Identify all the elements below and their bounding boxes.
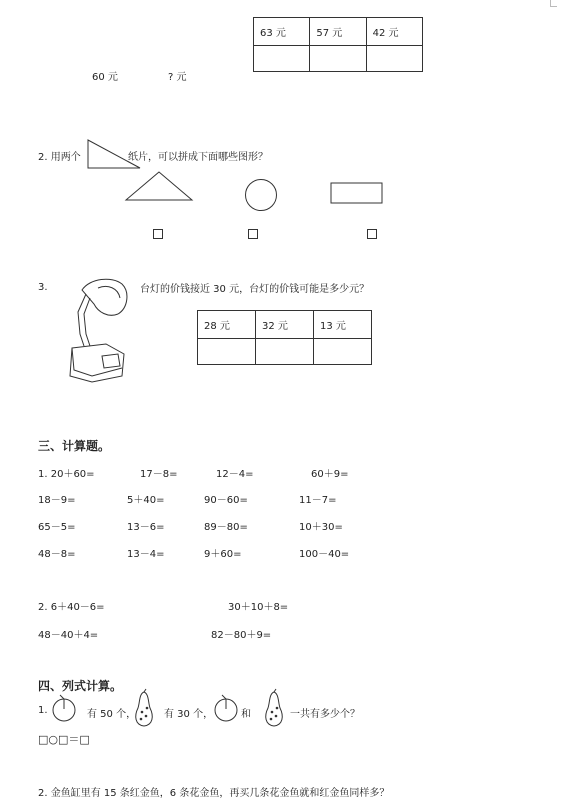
q3-answer-cell[interactable]: [314, 339, 372, 365]
calc-item: 18－9=: [38, 495, 76, 506]
s4-q1-text1: 有 50 个，: [87, 709, 137, 720]
calc-item: 10＋30=: [299, 522, 343, 533]
q1-answer-cell[interactable]: [254, 46, 310, 72]
q1-label-right: ? 元: [168, 72, 187, 83]
q2-checkbox-triangle[interactable]: [153, 229, 163, 239]
calc-item: 60＋9=: [311, 469, 349, 480]
calc-item: 13－4=: [127, 549, 165, 560]
q3-price-cell: 28 元: [198, 311, 256, 339]
q3-price-cell: 13 元: [314, 311, 372, 339]
calc-item: 2. 6＋40－6=: [38, 602, 105, 613]
calc-item: 9＋60=: [204, 549, 242, 560]
q1-price-cell: 63 元: [254, 18, 310, 46]
calc-item: 13－6=: [127, 522, 165, 533]
q1-label-left: 60 元: [92, 72, 118, 83]
pear-icon: [132, 688, 156, 728]
calc-item: 89－80=: [204, 522, 248, 533]
q3-price-cell: 32 元: [256, 311, 314, 339]
calc-item: 11－7=: [299, 495, 337, 506]
s4-equation-template: □○□＝□: [38, 733, 90, 746]
q3-answer-cell[interactable]: [256, 339, 314, 365]
desk-lamp-icon: [62, 272, 134, 390]
s4-q1-number: 1.: [38, 705, 48, 716]
pear-icon: [262, 688, 286, 728]
rectangle-icon: [330, 182, 384, 204]
q1-answer-cell[interactable]: [366, 46, 422, 72]
calc-item: 90－60=: [204, 495, 248, 506]
apple-icon: [212, 693, 240, 723]
q1-price-table: [253, 17, 423, 72]
q3-question: 台灯的价钱接近 30 元，台灯的价钱可能是多少元？: [140, 284, 370, 295]
calc-item: 12－4=: [216, 469, 254, 480]
page-corner-mark: [550, 0, 557, 7]
q3-number: 3.: [38, 282, 48, 293]
q2-prefix: 2. 用两个: [38, 152, 81, 163]
q2-suffix: 纸片，可以拼成下面哪些图形？: [128, 152, 268, 163]
big-triangle-icon: [124, 170, 194, 202]
circle-icon: [243, 177, 279, 213]
q1-answer-cell[interactable]: [310, 46, 366, 72]
s4-q2-text: 2. 金鱼缸里有 15 条红金鱼，6 条花金鱼，再买几条花金鱼就和红金鱼同样多？: [38, 788, 390, 799]
s4-q1-text2: 有 30 个，: [164, 709, 214, 720]
q2-checkbox-rectangle[interactable]: [367, 229, 377, 239]
calc-item: 82－80＋9=: [211, 630, 272, 641]
calc-item: 30＋10＋8=: [228, 602, 289, 613]
s4-q1-text4: 一共有多少个？: [290, 709, 360, 720]
q2-checkbox-circle[interactable]: [248, 229, 258, 239]
s4-q1-text3: 和: [241, 709, 251, 720]
calc-item: 48－8=: [38, 549, 76, 560]
q1-price-cell: 57 元: [310, 18, 366, 46]
calc-item: 5＋40=: [127, 495, 165, 506]
q3-price-table: [197, 310, 372, 365]
section4-title: 四、列式计算。: [38, 679, 123, 693]
apple-icon: [50, 693, 78, 723]
section3-title: 三、计算题。: [38, 439, 111, 453]
q1-price-cell: 42 元: [366, 18, 422, 46]
calc-item: 100－40=: [299, 549, 350, 560]
q3-answer-cell[interactable]: [198, 339, 256, 365]
calc-item: 1. 20＋60=: [38, 469, 95, 480]
calc-item: 17－8=: [140, 469, 178, 480]
calc-item: 48－40＋4=: [38, 630, 99, 641]
calc-item: 65－5=: [38, 522, 76, 533]
